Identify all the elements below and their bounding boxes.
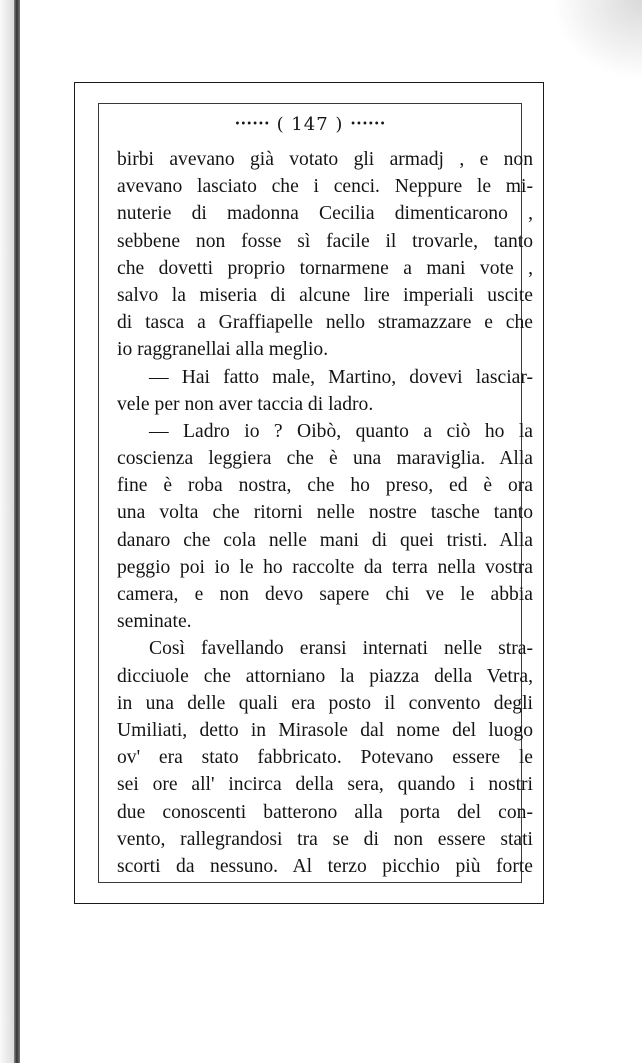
text-line: camera, e non devo sapere chi ve le abbia <box>117 584 533 605</box>
spine-edge <box>14 0 20 1063</box>
text-line: — Ladro io ? Oibò, quanto a ciò ho la <box>149 420 533 442</box>
text-line: vento, rallegrandosi tra se di non essere stati <box>117 828 533 850</box>
text-line: avevano lasciato che i cenci. Neppure le mi- <box>117 176 533 198</box>
text-line: che dovetti proprio tornarmene a mani vote , <box>117 257 533 279</box>
text-line: Così favellando eransi internati nelle stra- <box>149 638 533 660</box>
spine-shadow-soft <box>0 0 14 1063</box>
text-line: Umiliati, detto in Mirasole dal nome del luogo <box>117 719 533 741</box>
text-line: ov' era stato fabbricato. Potevano essere le <box>117 747 533 769</box>
text-line: nuterie di madonna Cecilia dimenticarono , <box>117 203 533 225</box>
text-line: danaro che cola nelle mani di quei tristi. Alla <box>117 529 533 551</box>
text-line: scorti da nessuno. Al terzo picchio più forte <box>117 855 533 877</box>
text-line: io raggranellai alla meglio. <box>117 339 329 361</box>
text-line: sei ore all' incirca della sera, quando i nostri <box>117 774 533 796</box>
text-line: birbi avevano già votato gli armadj , e non <box>117 149 533 170</box>
page-number: ( 147 ) <box>276 114 344 135</box>
page-header <box>98 114 522 136</box>
text-line: di tasca a Graffiapelle nello stramazzare e che <box>117 312 533 334</box>
text-line: in una delle quali era posto il convento degli <box>117 692 533 714</box>
text-line: una volta che ritorni nelle nostre tasche tanto <box>117 502 533 524</box>
ornament-left-icon: •••••• <box>234 119 270 130</box>
text-line: — Hai fatto male, Martino, dovevi lasciar- <box>149 366 533 388</box>
text-line: dicciuole che attorniano la piazza della Vetra, <box>117 665 533 687</box>
text-line: salvo la miseria di alcune lire imperiali uscite <box>117 284 533 306</box>
text-line: coscienza leggiera che è una maraviglia. Alla <box>117 448 533 470</box>
text-line: sebbene non fosse sì facile il trovarle, tanto <box>117 230 533 252</box>
text-line: fine è roba nostra, che ho preso, ed è ora <box>117 475 533 497</box>
text-line: vele per non aver taccia di ladro. <box>117 393 374 415</box>
text-line: peggio poi io le ho raccolte da terra nella vostra <box>117 556 533 578</box>
corner-smudge <box>552 0 642 80</box>
text-line: due conoscenti batterono alla porta del con- <box>117 801 533 823</box>
body-text <box>117 146 533 880</box>
ornament-right-icon: •••••• <box>350 119 386 130</box>
text-line: seminate. <box>117 611 192 633</box>
